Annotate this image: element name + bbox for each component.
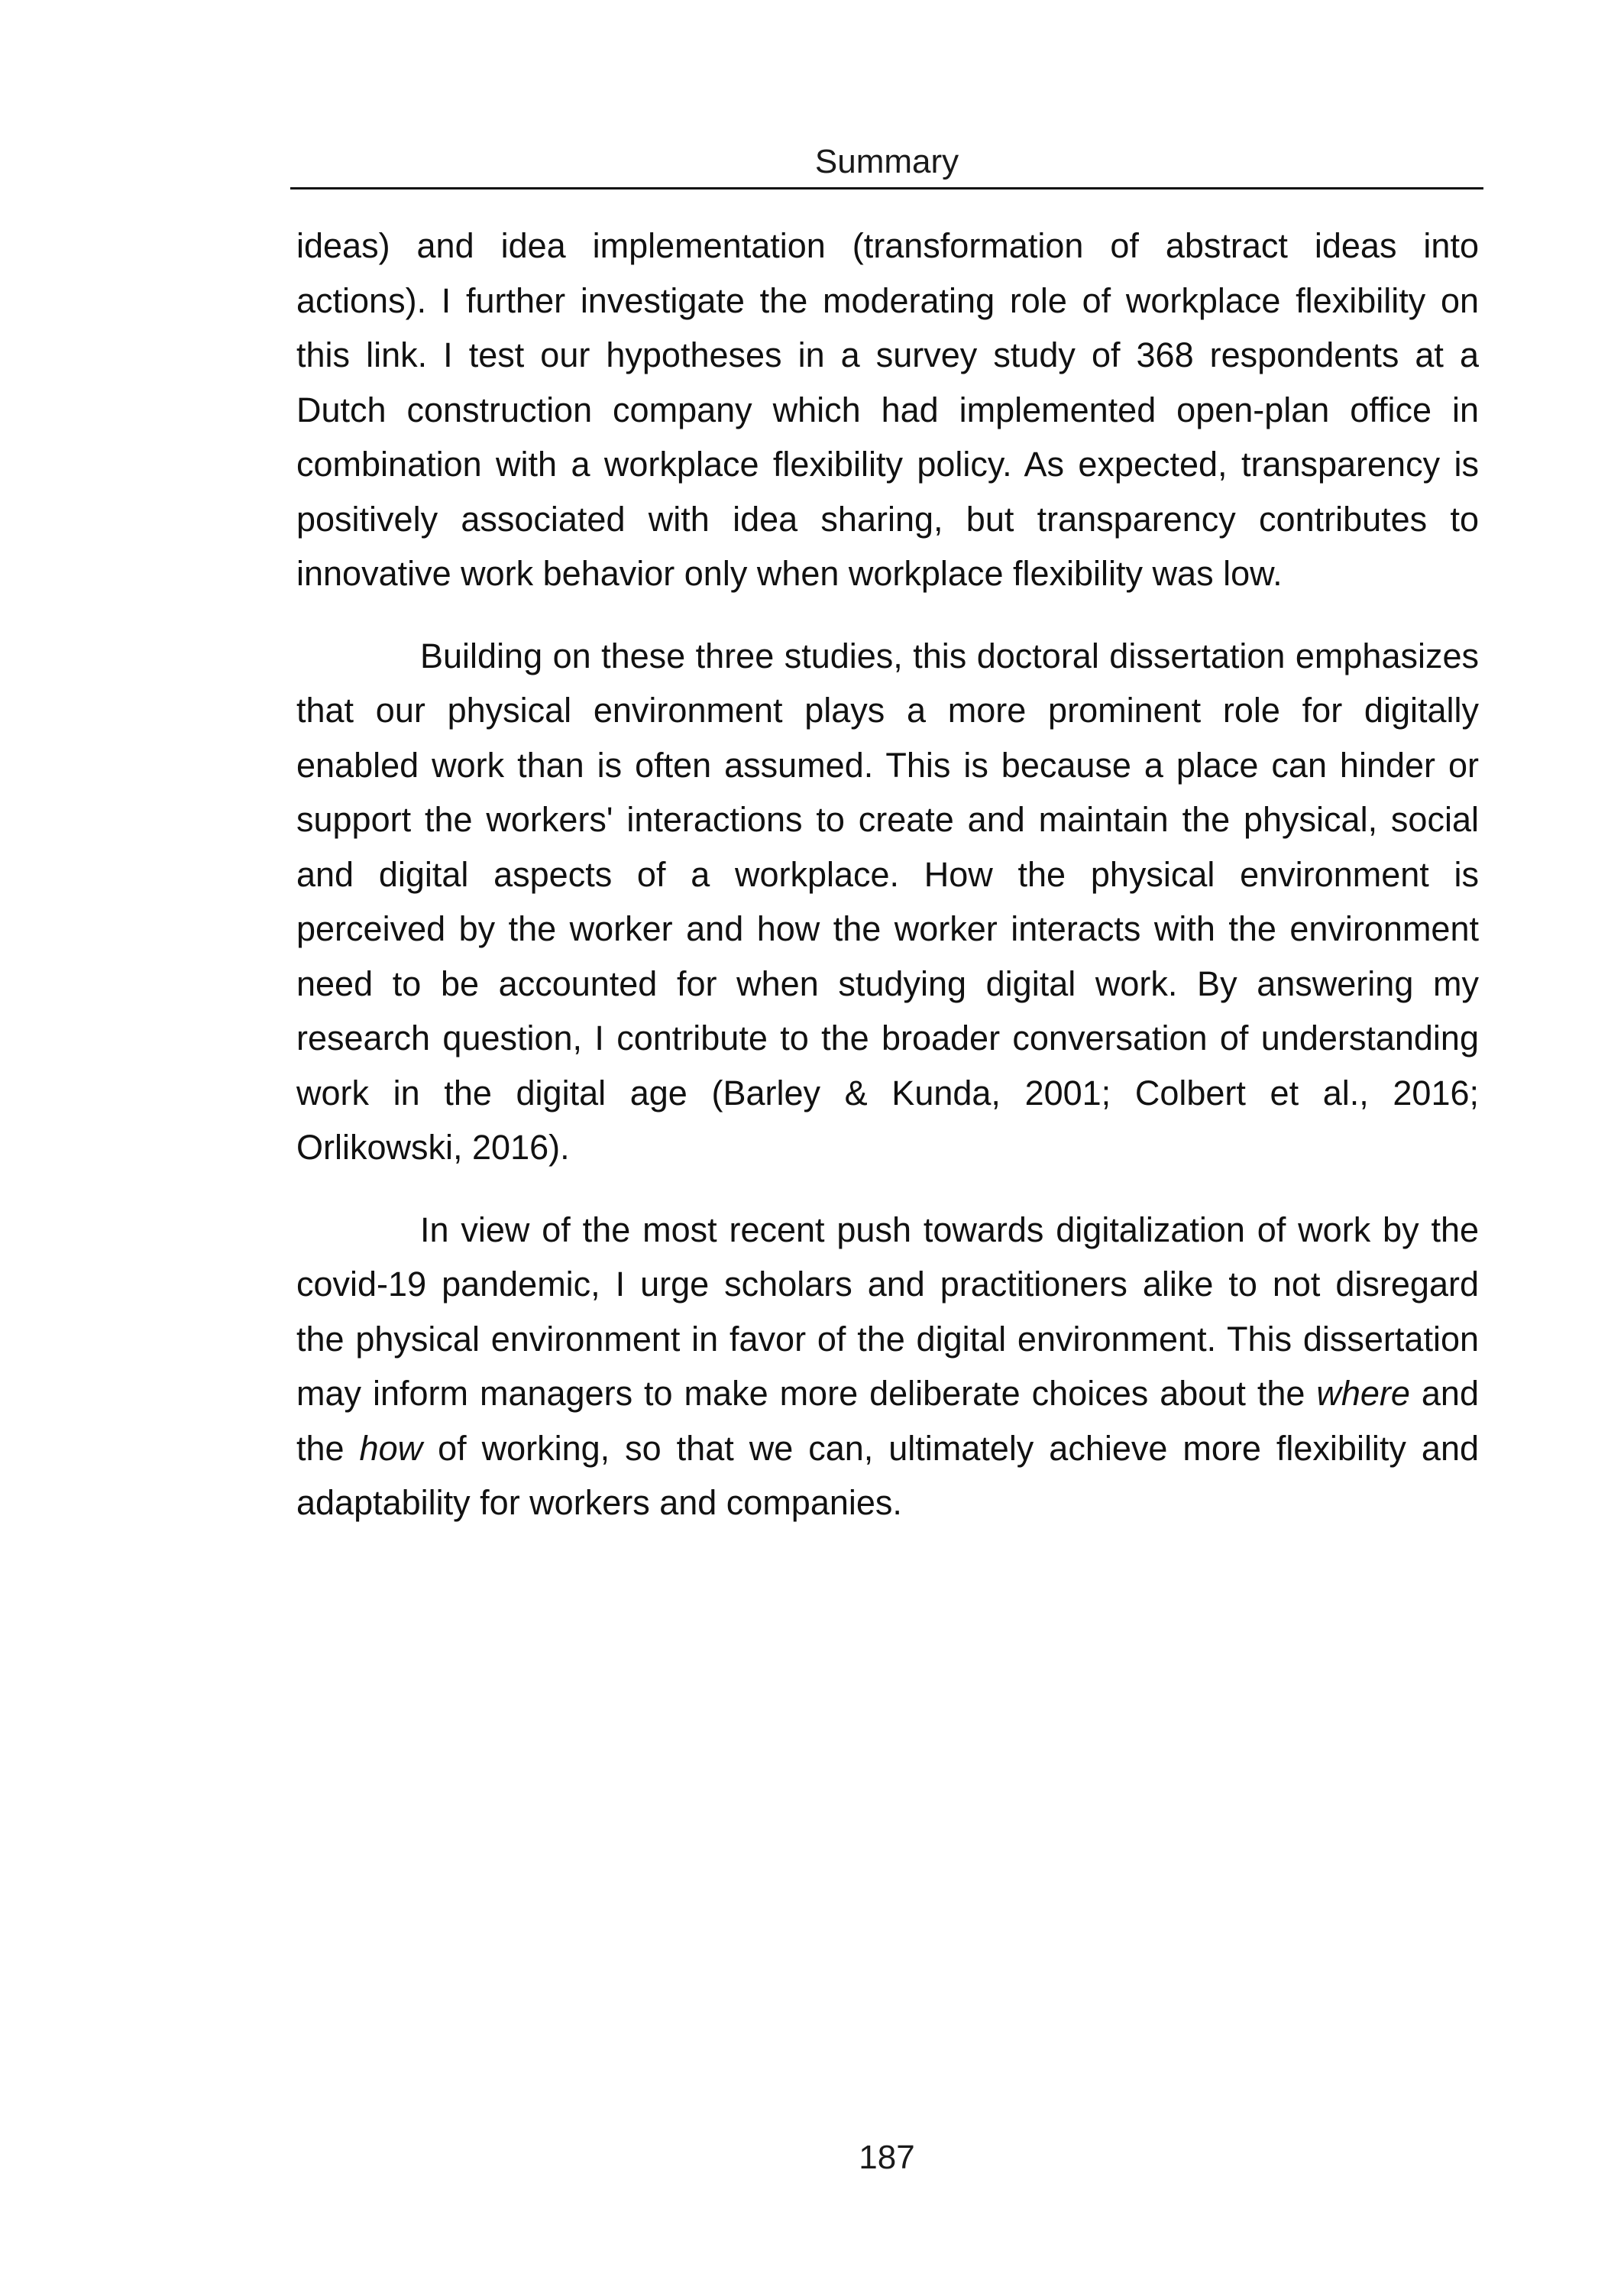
paragraph-3-text-1: In view of the most recent push towards digitalization of work by the covid-19 pandemic, I urge scholars and practitioners alike to not disregard the physical environment in favor of the digital environment. This dissertation may inform managers to make more deliberate choices about the [296,1210,1479,1413]
paragraph-1: ideas) and idea implementation (transformation of abstract ideas into actions). I further investigate the moderating role of workplace flexibility on this link. I test our hypotheses in a survey study of 368 respondents at a Dutch construction company which had implemented open-plan office in combination with a workplace flexibility policy. As expected, transparency is positively associated with idea sharing, but transparency contributes to innovative work behavior only when workplace flexibility was low. [296,226,1479,593]
body-text [296,219,1479,1530]
paragraph-3 [296,1203,1479,1530]
emphasis-how: how [359,1428,423,1468]
emphasis-where: where [1316,1374,1410,1413]
header-divider [290,187,1483,189]
paragraph-3-text-3: of working, so that we can, ultimately achieve more flexibility and adaptability for workers and companies. [296,1428,1479,1522]
paragraph-3-text-2: and the [296,1374,1479,1468]
paragraph-2: Building on these three studies, this doctoral dissertation emphasizes that our physical environment plays a more prominent role for digitally enabled work than is often assumed. This is because a place can hinder or support the workers' interactions to create and maintain the physical, social and digital aspects of a workplace. How the physical environment is perceived by the worker and how the worker interacts with the environment need to be accounted for when studying digital work. By answering my research question, I contribute to the broader conversation of understanding work in the digital age (Barley & Kunda, 2001; Colbert et al., 2016; Orlikowski, 2016). [296,636,1479,1167]
page-number: 187 [859,2139,915,2176]
running-header: Summary [814,143,959,180]
